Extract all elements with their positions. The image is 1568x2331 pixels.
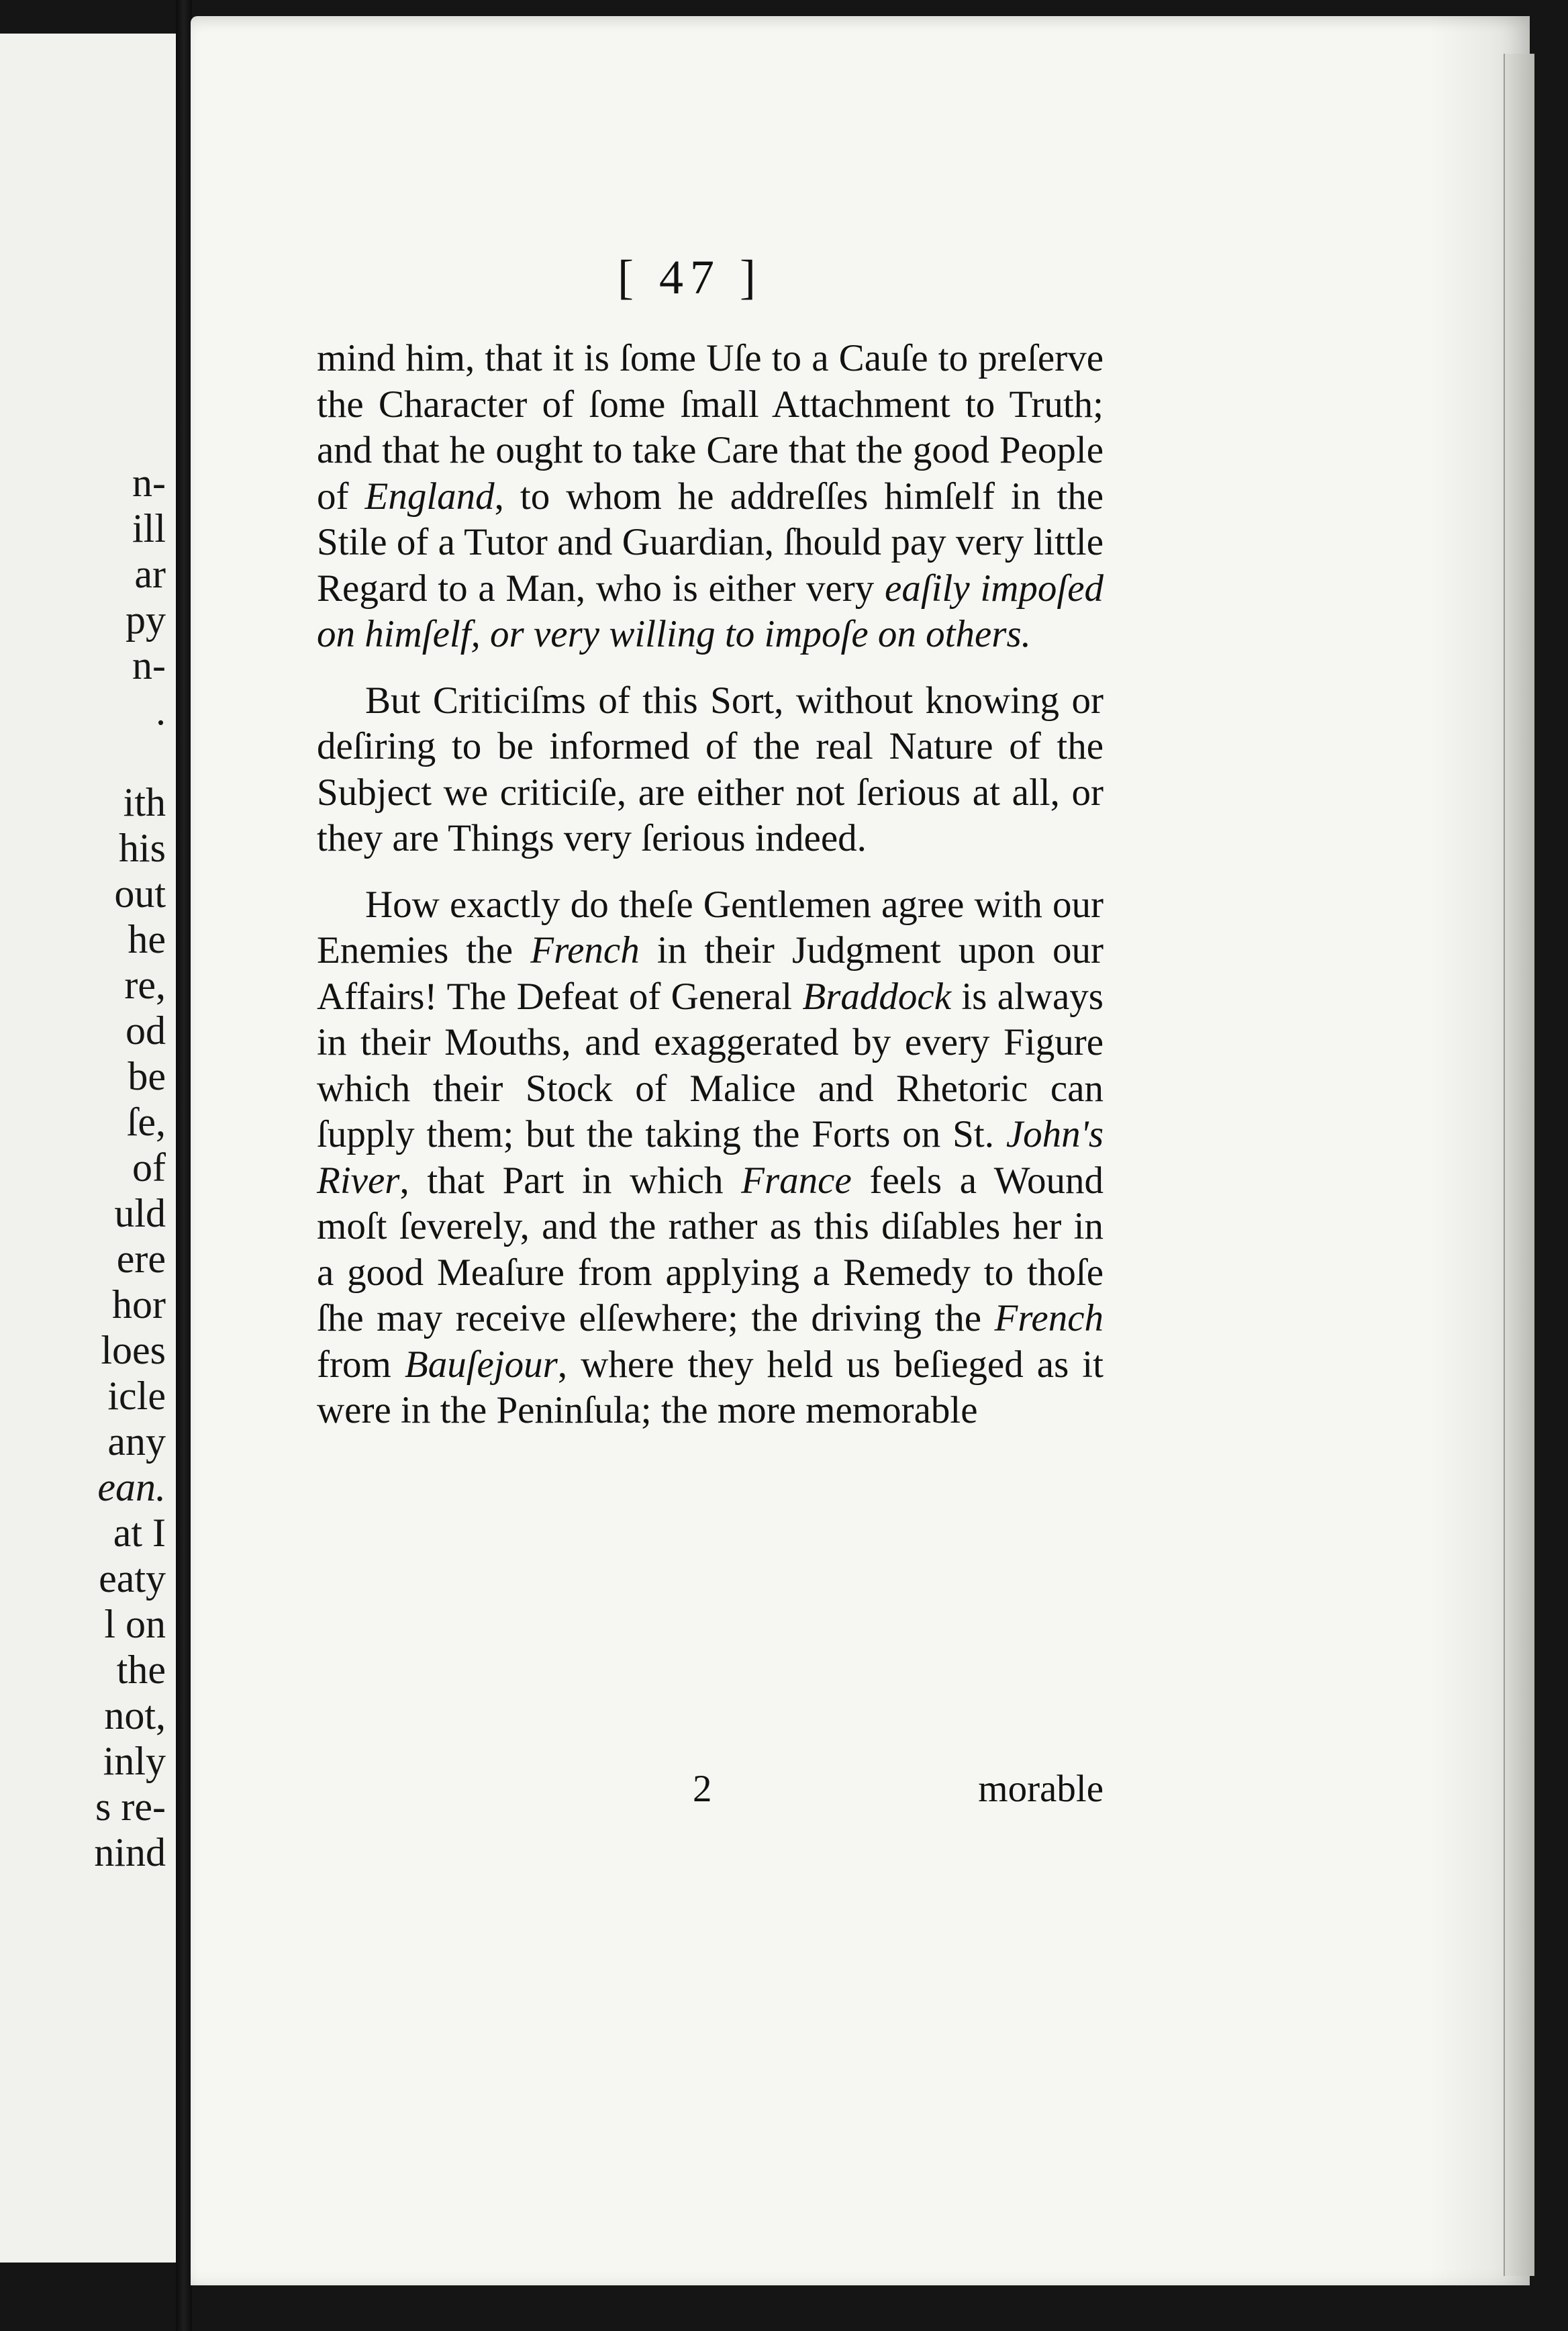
italic-text: John's River	[317, 1113, 1104, 1202]
line-fragment	[0, 1099, 171, 1145]
line-fragment	[0, 779, 171, 825]
line-fragment-text: re,	[124, 963, 166, 1007]
line-fragment-text: be	[128, 1054, 166, 1098]
line-fragment-text: s re-	[95, 1785, 166, 1829]
italic-text: eaſily impoſed on himſelf, or very willing to impoſe on others.	[317, 567, 1104, 655]
italic-text: Braddock	[802, 975, 951, 1018]
line-fragment	[0, 962, 171, 1008]
line-fragment-text: ill	[132, 506, 166, 551]
italic-text: French	[994, 1297, 1104, 1339]
line-fragment-text: icle	[107, 1374, 166, 1418]
line-fragment-text: od	[126, 1008, 166, 1053]
line-fragment	[0, 916, 171, 962]
line-fragment-text: uld	[114, 1191, 166, 1235]
line-fragment	[0, 1510, 171, 1556]
line-fragment-text: of	[132, 1145, 166, 1190]
line-fragment-text: out	[114, 871, 166, 916]
line-fragment	[0, 734, 171, 779]
line-fragment-text: he	[128, 917, 166, 961]
line-fragment-text: his	[118, 826, 166, 870]
line-fragment	[0, 1145, 171, 1190]
line-fragment	[0, 1236, 171, 1282]
previous-page-fragment	[0, 34, 181, 2263]
page-edge	[1504, 54, 1534, 2276]
italic-text: French	[530, 929, 640, 971]
line-fragment-text: nind	[94, 1830, 166, 1874]
line-fragment	[0, 551, 171, 597]
line-fragment-text: n-	[132, 643, 166, 687]
text-run: in their Judgment upon our Affairs! The Defeat of General	[317, 929, 1104, 1018]
page-body-text	[317, 336, 1104, 1434]
italic-text: France	[741, 1159, 852, 1202]
line-fragment-text: ſe,	[126, 1100, 166, 1144]
line-fragment-text: l on	[104, 1602, 166, 1646]
line-fragment	[0, 688, 171, 734]
italic-text: Bauſejour	[404, 1343, 558, 1386]
line-fragment	[0, 1601, 171, 1647]
line-fragment	[0, 506, 171, 551]
text-run: , where they held us beſieged as it were in the Peninſula; the more memorable	[317, 1343, 1104, 1431]
line-fragment	[0, 1556, 171, 1601]
text-run: from	[317, 1343, 405, 1386]
paragraph	[317, 336, 1104, 658]
line-fragment-text: hor	[112, 1282, 166, 1327]
line-fragment-text: .	[156, 689, 166, 733]
catchword: morable	[978, 1768, 1104, 1810]
text-run: How exactly do theſe Gentlemen agree with our Enemies the	[317, 883, 1104, 971]
line-fragment	[0, 1053, 171, 1099]
line-fragment	[0, 1829, 171, 1875]
line-fragment-text: ith	[123, 780, 166, 824]
line-fragment-text: any	[107, 1419, 166, 1464]
line-fragment-text: not,	[104, 1693, 166, 1738]
book-gutter	[176, 0, 192, 2331]
line-fragment	[0, 1464, 171, 1510]
line-fragment	[0, 1738, 171, 1784]
text-run: feels a Wound moſt ſeverely, and the rather as this diſables her in a good Meaſure from applying a Remedy to thoſe ſhe may receive elſewhere; the driving the	[317, 1159, 1104, 1339]
line-fragment	[0, 1784, 171, 1829]
line-fragment	[0, 597, 171, 643]
previous-page-text-column	[0, 460, 171, 1875]
line-fragment-text: the	[116, 1648, 166, 1692]
line-fragment	[0, 1419, 171, 1464]
line-fragment-text: ere	[116, 1237, 166, 1281]
line-fragment-text: eaty	[99, 1556, 166, 1601]
line-fragment-text: py	[126, 598, 166, 642]
line-fragment	[0, 643, 171, 688]
line-fragment	[0, 1647, 171, 1693]
signature-mark: 2	[693, 1768, 712, 1810]
line-fragment-text: n-	[132, 461, 166, 505]
line-fragment-text: ar	[134, 552, 166, 596]
text-run: mind him, that it is ſome Uſe to a Cauſe to preſerve the Character of ſome ſmall Attachment to Truth; and that he ought to take Care that the good People of	[317, 337, 1104, 518]
page-number: [ 47 ]	[618, 250, 763, 304]
text-run: is always in their Mouths, and exaggerated by every Figure which their Stock of Malice and Rhetoric can ſupply them; but the taking the Forts on St.	[317, 975, 1104, 1155]
text-run: , to whom he addreſſes himſelf in the Stile of a Tutor and Guardian, ſhould pay very little Regard to a Man, who is either very	[317, 475, 1104, 610]
line-fragment	[0, 825, 171, 871]
line-fragment	[0, 1282, 171, 1327]
line-fragment	[0, 871, 171, 916]
line-fragment	[0, 1327, 171, 1373]
text-run: , that Part in which	[399, 1159, 742, 1202]
line-fragment	[0, 1693, 171, 1738]
paragraph	[317, 678, 1104, 862]
line-fragment	[0, 460, 171, 506]
italic-text: England	[364, 475, 495, 518]
line-fragment	[0, 1190, 171, 1236]
line-fragment	[0, 1008, 171, 1053]
line-fragment-text: loes	[101, 1328, 166, 1372]
line-fragment	[0, 1373, 171, 1419]
line-fragment-text: at I	[113, 1511, 166, 1555]
line-fragment-text: inly	[103, 1739, 166, 1783]
paragraph	[317, 882, 1104, 1434]
page-footer	[317, 1767, 1104, 1821]
text-run: But Criticiſms of this Sort, without knowing or deſiring to be informed of the real Nature of the Subject we criticiſe, are either not ſerious at all, or they are Things very ſerious indeed.	[317, 679, 1104, 859]
line-fragment-text: ean.	[97, 1465, 166, 1509]
